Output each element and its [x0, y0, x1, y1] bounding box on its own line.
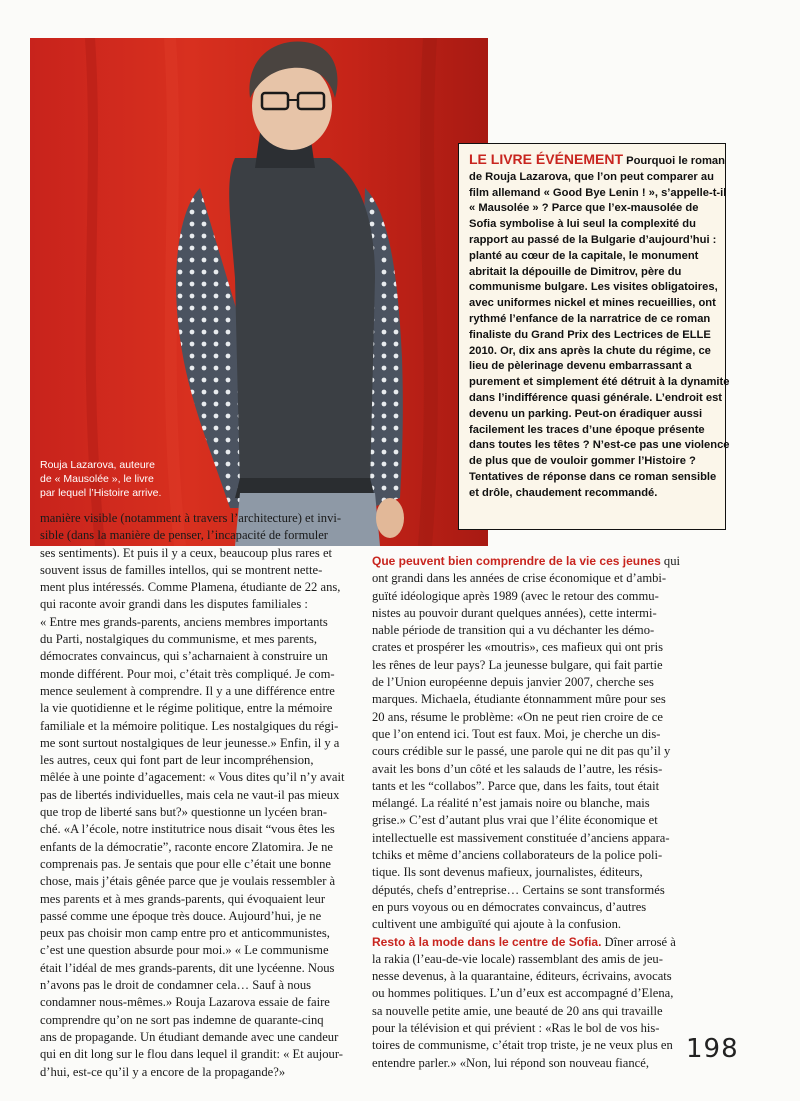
article-line: démocrates convaincus, qui s’acharnaient à construire un: [40, 649, 328, 664]
caption-line: Rouja Lazarova, auteure: [40, 459, 155, 471]
page-number: 198: [686, 1034, 739, 1064]
article-line: n’avons pas le droit de condamner cela… Sauf à nous: [40, 978, 312, 993]
box-text-line: rapport au passé de la Bulgarie d’aujourd’hui :: [469, 233, 717, 246]
photo-caption: [40, 458, 190, 500]
article-left-column: [40, 510, 345, 1081]
article-line: nistes au pouvoir durant quelques années), cette intermi-: [372, 605, 657, 620]
article-line: peux pas choisir mon camp entre pro et anticommunistes,: [40, 926, 330, 941]
article-right-column: [372, 553, 680, 1072]
box-text-line: de plus que de vouloir gommer l’Histoire ?: [469, 455, 696, 468]
article-line: ans de propagande. Un étudiant demande avec une candeur: [40, 1029, 339, 1044]
box-text-line: film allemand « Good Bye Lenin ! », s’appelle-t-il: [469, 186, 727, 199]
box-text-line: finaliste du Grand Prix des Lectrices de ELLE: [469, 328, 711, 341]
subsection-heading: Resto à la mode dans le centre de Sofia.: [372, 934, 602, 949]
box-text-line: avec uniformes nickel et mines recueillies, ont: [469, 297, 716, 310]
box-text-line: dans toutes les têtes ? N’est-ce pas une violence: [469, 439, 730, 452]
caption-line: par lequel l’Histoire arrive.: [40, 487, 162, 499]
article-line: toires de communisme, c’était trop triste, je ne veux plus en: [372, 1038, 673, 1053]
box-text-line: dans l’indifférence quasi générale. L’endroit est: [469, 391, 723, 404]
box-text-line: abritait la dépouille de Dimitrov, père du: [469, 265, 682, 278]
article-line: ont grandi dans les années de crise économique et d’ambi-: [372, 571, 667, 586]
box-text-line: 2010. Or, dix ans après la chute du régime, ce: [469, 344, 711, 357]
article-line: mes parents et à mes grands-parents, qui évoquaient leur: [40, 891, 326, 906]
article-line: en purs voyous ou en démocrates convaincus, d’autres: [372, 899, 647, 914]
box-text-line: rythmé l’enfance de la narratrice de ce roman: [469, 312, 711, 325]
article-line: me sont surtout nostalgiques de leur jeunesse.» Enfin, il y a: [40, 735, 340, 750]
article-line: ses sentiments). Et puis il y a ceux, beaucoup plus rares et: [40, 545, 333, 560]
article-line: tchiks et même d’anciens collaborateurs de la police poli-: [372, 848, 663, 863]
section-heading: Que peuvent bien comprendre de la vie ces jeunes: [372, 554, 661, 568]
article-line: ché. «A l’école, notre institutrice nous disait “vous êtes les: [40, 822, 335, 837]
article-line: mence seulement à comprendre. Il y a une différence entre: [40, 683, 335, 698]
article-line: d’hui, est-ce qu’il y a encore de la propagande?»: [40, 1064, 286, 1079]
box-text-line: Sofia symbolise à lui seul la complexité du: [469, 218, 696, 231]
article-line: que l’on entend ici. Tout est faux. Moi, je cherche un dis-: [372, 726, 661, 741]
box-text-line: lieu de pèlerinage devenu embarrassant a: [469, 360, 692, 373]
article-line: c’est une question absurde pour moi.» « Le communisme: [40, 943, 329, 958]
article-line: « Entre mes grands-parents, anciens membres importants: [40, 614, 328, 629]
article-line: entendre parler.» «Non, lui répond son nouveau fiancé,: [372, 1055, 649, 1070]
article-line: cultivent une ambiguïté qui ajoute à la confusion.: [372, 917, 622, 932]
article-line: sa nouvelle petite amie, une beauté de 20 ans qui travaille: [372, 1003, 663, 1018]
article-line: la rakia (l’eau-de-vie locale) rassemblant des amis de jeu-: [372, 951, 663, 966]
box-text-line: planté au cœur de la capitale, le monument: [469, 249, 699, 262]
article-line: que trop de liberté sans but?» questionne un lycéen bran-: [40, 805, 328, 820]
article-line: Dîner arrosé à: [601, 934, 676, 949]
article-line: nesse devenus, à la quarantaine, éditeurs, écrivains, avocats: [372, 969, 672, 984]
article-line: pour la télévision et qui prévient : «Ras le bol de vos his-: [372, 1021, 660, 1036]
article-line: chose, mais j’étais gênée parce que je voulais ressembler à: [40, 874, 336, 889]
article-line: marques. Michaela, étudiante étonnamment mûre pour ses: [372, 692, 666, 707]
box-text-line: et drôle, chaudement recommandé.: [469, 486, 658, 499]
article-line: passé comme une époque très douce. Aujourd’hui, je ne: [40, 908, 322, 923]
article-line: familiale et la mémoire politique. Les nostalgiques du régi-: [40, 718, 339, 733]
article-line: manière visible (notamment à travers l’architecture) et invi-: [40, 511, 342, 525]
article-line: cours crédible sur le passé, une parole qui ne dit pas qu’il y: [372, 744, 671, 759]
article-line: souvent issus de familles intellos, qui se montrent nette-: [40, 562, 323, 577]
article-line: ou hommes politiques. L’un d’eux est accompagné d’Elena,: [372, 986, 674, 1001]
article-line: avait les bons d’un côté et les salauds de l’autre, les résis-: [372, 761, 663, 776]
box-text-line: Tentatives de réponse dans ce roman sensible: [469, 470, 717, 483]
article-line: monde différent. Pour moi, c’était très compliqué. Je com-: [40, 666, 335, 681]
article-line: qui raconte avoir grandi dans les disputes familiales :: [40, 597, 308, 612]
box-text-line: devenu un parking. Peut-on éradiquer aussi: [469, 407, 703, 420]
article-line: grise.» C’est d’autant plus vrai que l’élite économique et: [372, 813, 658, 828]
article-line: comprendre qu’on ne sort pas indemne de quarante-cinq: [40, 1012, 324, 1027]
article-line: du Parti, nostalgiques du communisme, et mes parents,: [40, 632, 318, 647]
article-line: ment plus intéressés. Comme Plamena, étudiante de 22 ans,: [40, 580, 341, 595]
box-text-line: Pourquoi le roman: [623, 155, 725, 167]
article-line: tants et les “collabos”. Parce que, dans les faits, tout était: [372, 778, 660, 793]
article-line: sible (dans la manière de penser, l’incapacité de formuler: [40, 528, 328, 543]
article-line: 20 ans, résume le problème: «On ne peut rien croire de ce: [372, 709, 663, 724]
article-line: enfants de la démocratie”, raconte encore Zlatomira. Je ne: [40, 839, 334, 854]
article-line: nable période de transition qui a vu déchanter les démo-: [372, 623, 655, 638]
article-line: qui en dit long sur le flou dans lequel il grandit: « Et aujour-: [40, 1047, 343, 1062]
article-line: mélangé. La réalité n’est jamais noire ou blanche, mais: [372, 796, 650, 811]
article-line: pas de libertés individuelles, mais cela ne vaut-il pas mieux: [40, 787, 340, 802]
box-text-line: facilement les traces d’une époque présente: [469, 423, 705, 436]
box-text-line: communisme bulgare. Les visites obligatoires,: [469, 281, 718, 294]
article-line: était l’idéal de mes grands-parents, dit une lycéenne. Nous: [40, 960, 335, 975]
article-line: intellectuelle est massivement constituée d’anciens appara-: [372, 830, 670, 845]
article-line: mêlée à une pointe d’agacement: « Vous dites qu’il n’y avait: [40, 770, 345, 785]
article-line: guïté idéologique après 1989 (avec le retour des commu-: [372, 588, 659, 603]
article-line: comprenais pas. Je sentais que pour elle c’était une bonne: [40, 856, 331, 871]
box-text-line: « Mausolée » ? Parce que l’ex-mausolée de: [469, 202, 699, 215]
article-line: les rênes de leur pays? La jeunesse bulgare, qui fait partie: [372, 657, 663, 672]
book-box: [458, 143, 730, 530]
box-text-line: purement et simplement été détruit à la dynamite: [469, 376, 730, 389]
article-line: députés, chefs d’entreprise… Certains se sont transformés: [372, 882, 665, 897]
article-line: qui: [660, 554, 681, 568]
article-line: tique. Ils sont devenus mafieux, journalistes, éditeurs,: [372, 865, 643, 880]
box-text-line: de Rouja Lazarova, que l’on peut comparer au: [469, 170, 714, 183]
article-line: crates et prospérer les «moutris», ces mafieux qui ont pris: [372, 640, 663, 655]
article-line: les autres, ceux qui font part de leur incompréhension,: [40, 753, 314, 768]
caption-line: de « Mausolée », le livre: [40, 473, 154, 485]
article-line: condamner nous-mêmes.» Rouja Lazarova essaie de faire: [40, 995, 330, 1010]
article-line: la vie quotidienne et le régime politique, entre la mémoire: [40, 701, 333, 716]
article-line: de l’Union européenne depuis janvier 2007, cherche ses: [372, 675, 654, 690]
box-heading: LE LIVRE ÉVÉNEMENT: [469, 151, 624, 167]
